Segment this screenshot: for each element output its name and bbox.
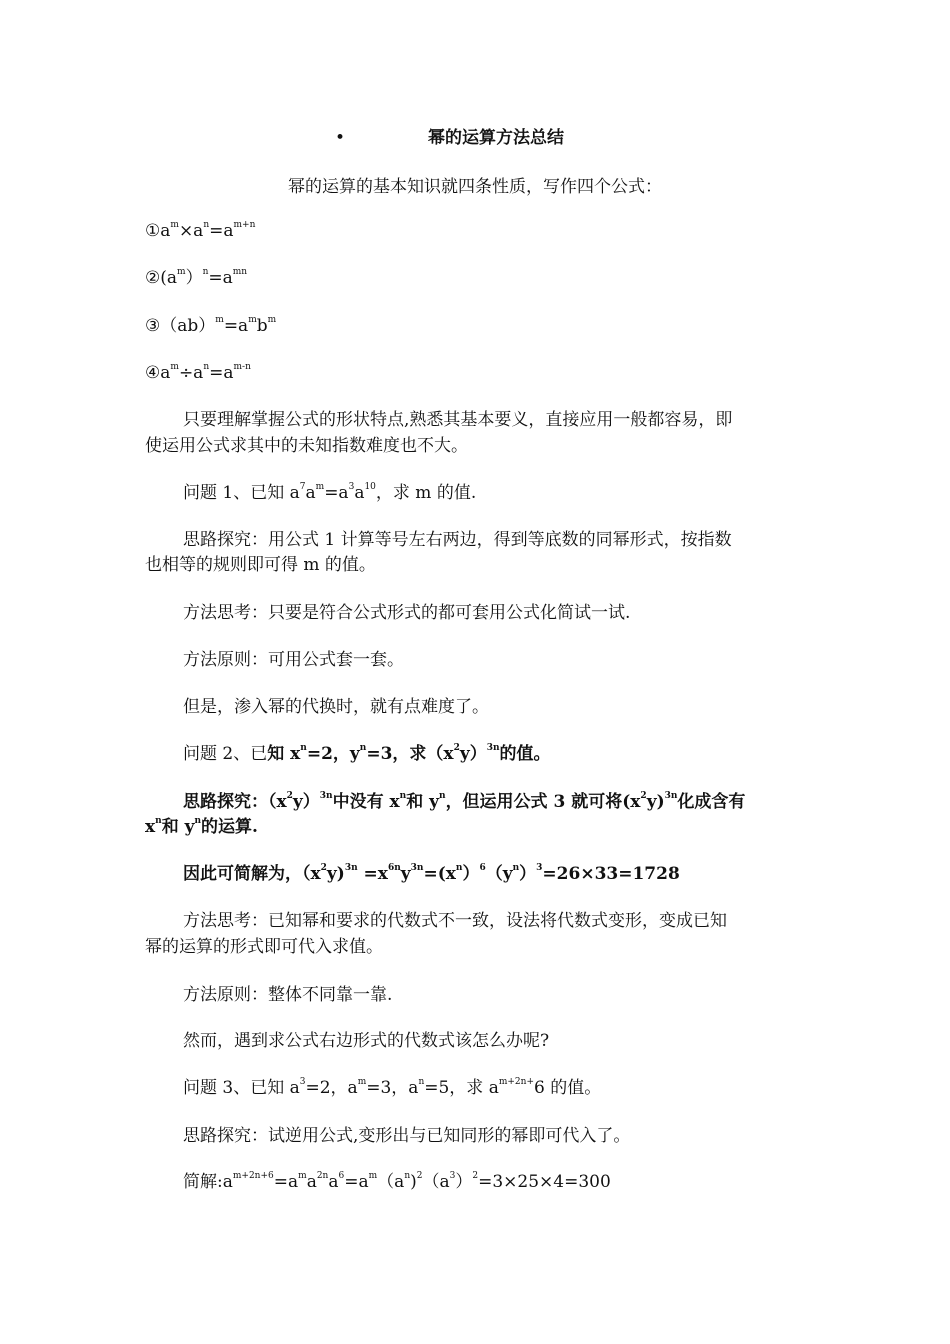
question-2-solution: 因此可简解为，$(x^2y)^{3n} =x^{6n}y^{3n}=(x^n)^6(y^n)^3=26\times 33=1728$	[183, 863, 680, 884]
question-3-idea: 思路探究：试逆用公式,变形出与已知同形的幂即可代入了。	[183, 1126, 631, 1146]
intro-text: 幂的运算的基本知识就四条性质，写作四个公式：	[288, 177, 662, 197]
transition-2: 然而，遇到求公式右边形式的代数式该怎么办呢?	[183, 1031, 550, 1051]
question-2-idea-line-2: $x^n$和 $y^n$的运算.	[145, 816, 258, 837]
page-title: 幂的运算方法总结	[428, 128, 564, 148]
question-1-method: 方法思考：只要是符合公式形式的都可套用公式化简试一试.	[183, 603, 631, 623]
question-3-solution: 简解$:a^{m+2n+6}=a^ma^{2n}a^6=a^m(a^n)^2(a^3)^2=3\times 25\times 4=300$	[183, 1171, 611, 1192]
question-3: 问题 3、已知 $a^3=2$，$a^m=3$，$a^n=5$，求 $a^{m+2n+}6$ 的值。	[183, 1077, 602, 1098]
formula-1: $①a^m\times a^n=a^{m+n}$	[145, 220, 256, 241]
question-1-idea-line-1: 思路探究：用公式 1 计算等号左右两边，得到等底数的同幂形式，按指数	[183, 530, 732, 550]
formula-4: $④a^m\div a^n=a^{m-n}$	[145, 362, 251, 383]
question-2-idea-line-1: 思路探究：$(x^2y)^{3n}$中没有 $x^n$和 $y^n$，但运用公式 3 就可将$(x^2y)^{3n}$化成含有	[183, 791, 746, 812]
question-1: 问题 1、已知 $a^7a^m=a^3a^{10}$，求 m 的值.	[183, 482, 477, 503]
question-1-idea-line-2: 也相等的规则即可得 m 的值。	[145, 555, 376, 575]
question-2-principle: 方法原则：整体不同靠一靠.	[183, 985, 393, 1005]
question-2-method-line-1: 方法思考：已知幂和要求的代数式不一致，设法将代数式变形，变成已知	[183, 911, 727, 931]
bullet-marker: •	[335, 128, 346, 148]
question-2-method-line-2: 幂的运算的形式即可代入求值。	[145, 937, 383, 957]
transition-1: 但是，渗入幂的代换时，就有点难度了。	[183, 697, 489, 717]
question-2: 问题 2、已知 $x^n=2$，$y^n=3$，求$(x^2y)^{3n}$的值。	[183, 743, 551, 764]
paragraph-1-line-2: 使运用公式求其中的未知指数难度也不大。	[145, 436, 468, 456]
formula-2: $②(a^m)^n=a^{mn}$	[145, 267, 248, 288]
question-1-principle: 方法原则：可用公式套一套。	[183, 650, 404, 670]
paragraph-1-line-1: 只要理解掌握公式的形状特点,熟悉其基本要义，直接应用一般都容易，即	[183, 410, 733, 430]
formula-3: $③(ab)^m=a^mb^m$	[145, 315, 277, 336]
